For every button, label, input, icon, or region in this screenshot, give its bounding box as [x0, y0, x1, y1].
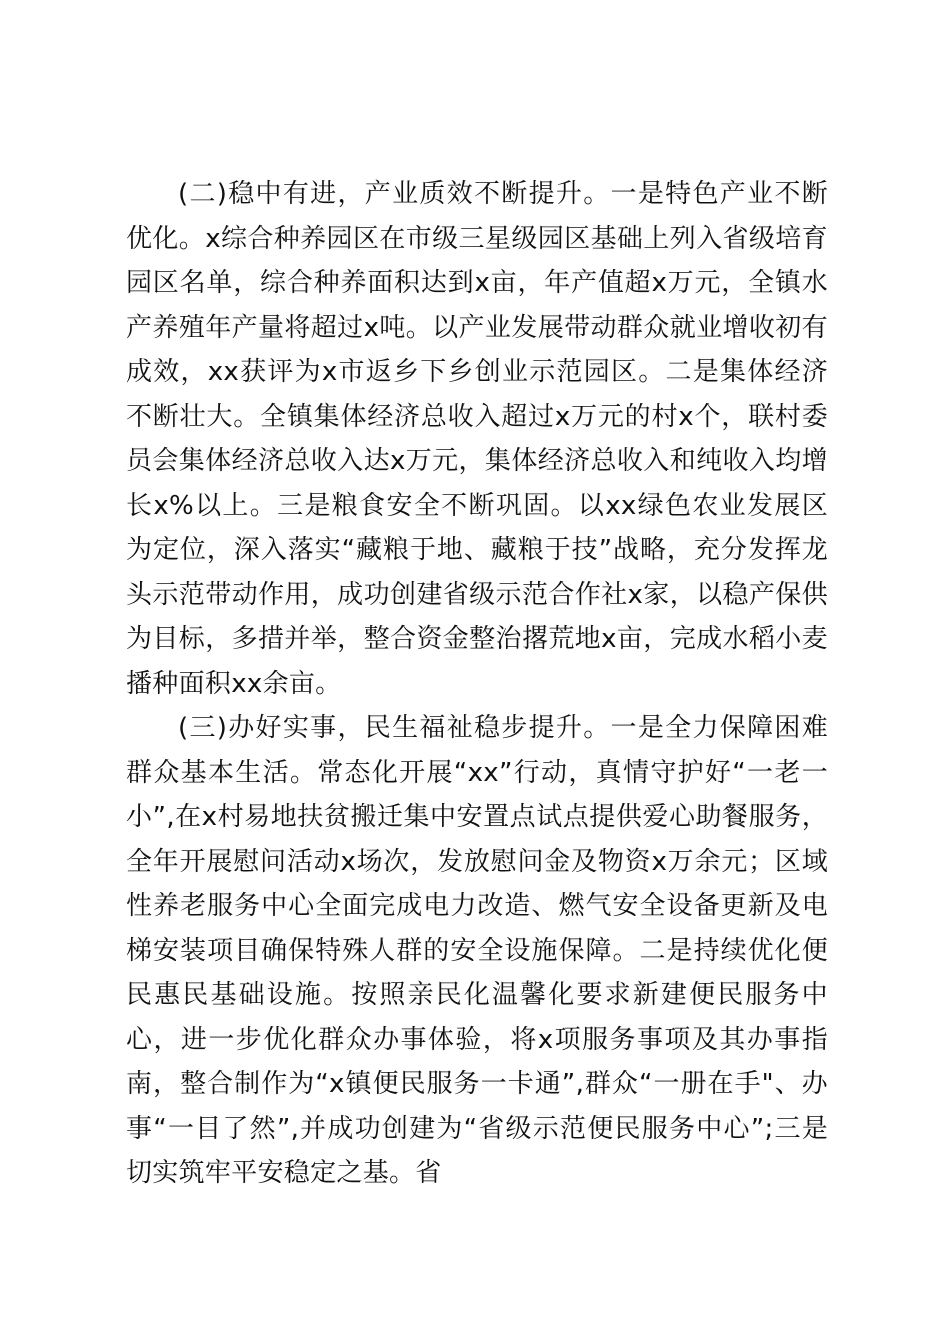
paragraph-industry: (二)稳中有进，产业质效不断提升。一是特色产业不断优化。x综合种养园区在市级三星级园区基础上列入省级培育园区名单，综合种养面积达到x亩，年产值超x万元，全镇水产养殖年产量将超过x吨。以产业发展带动群众就业增收初有成效，xx获评为x市返乡下乡创业示范园区。二是集体经济不断壮大。全镇集体经济总收入超过x万元的村x个，联村委员会集体经济总收入达x万元，集体经济总收入和纯收入均增长x%以上。三是粮食安全不断巩固。以xx绿色农业发展区为定位，深入落实“藏粮于地、藏粮于技”战略，充分发挥龙头示范带动作用，成功创建省级示范合作社x家，以稳产保供为目标，多措并举，整合资金整治撂荒地x亩，完成水稻小麦播种面积xx余亩。	[126, 179, 828, 699]
document-body	[126, 172, 828, 1196]
paragraph-livelihood: (三)办好实事，民生福祉稳步提升。一是全力保障困难群众基本生活。常态化开展“xx”行动，真情守护好“一老一小”,在x村易地扶贫搬迁集中安置点试点提供爱心助餐服务，全年开展慰问活动x场次，发放慰问金及物资x万余元；区域性养老服务中心全面完成电力改造、燃气安全设备更新及电梯安装项目确保特殊人群的安全设施保障。二是持续优化便民惠民基础设施。按照亲民化温馨化要求新建便民服务中心，进一步优化群众办事体验，将x项服务事项及其办事指南，整合制作为“x镇便民服务一卡通”,群众“一册在手"、办事“一目了然”,并成功创建为“省级示范便民服务中心”;三是切实筑牢平安稳定之基。省	[126, 713, 828, 1188]
